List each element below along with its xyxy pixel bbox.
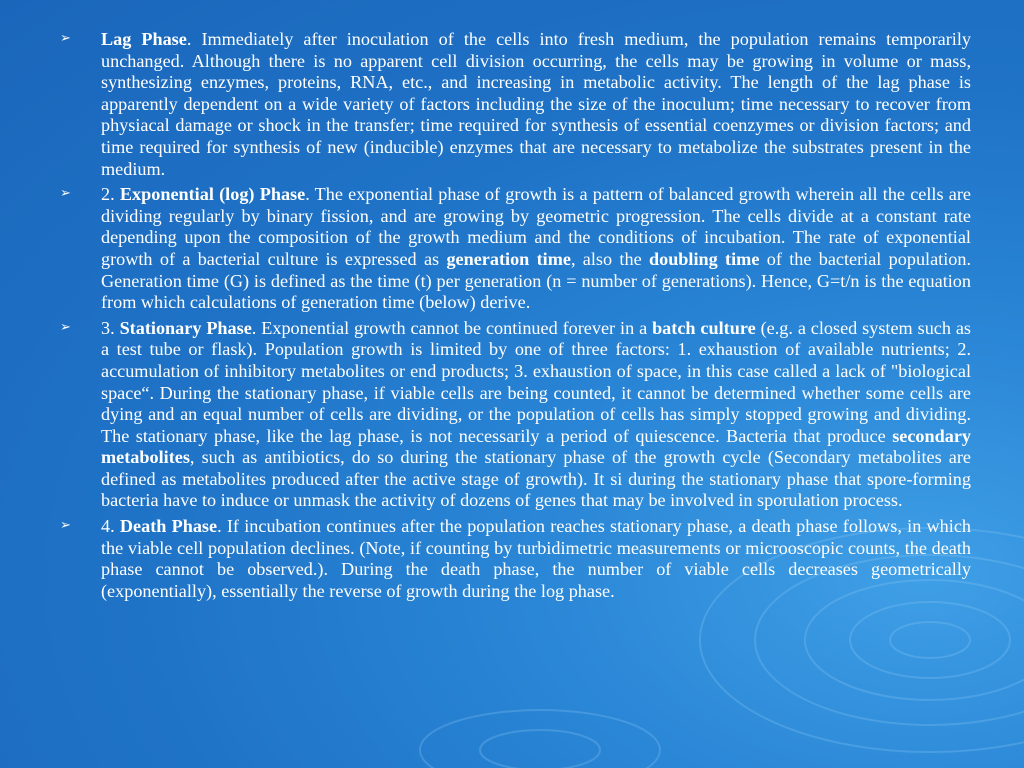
term-doubling-time: doubling time xyxy=(648,248,760,269)
paragraph-death-phase: 4. Death Phase. If incubation continues after the population reaches stationary phase, a death phase follows, in which the viable cell population declines. (Note, if counting by turbidimetric measurements or microoscopic counts, the death phase cannot be observed.). During the death phase, the number of viable cells decreases geometrically (exponentially), essentially the reverse of growth during the log phase. xyxy=(101,516,971,601)
list-item xyxy=(60,29,971,180)
list-item xyxy=(60,516,971,602)
heading-death-phase: Death Phase xyxy=(119,516,218,537)
term-generation-time: generation time xyxy=(446,248,571,269)
list-item xyxy=(60,184,972,314)
heading-stationary-phase: Stationary Phase xyxy=(119,317,252,338)
arrow-bullet-icon: ➢ xyxy=(60,186,71,202)
paragraph-exponential-phase: 2. Exponential (log) Phase. The exponential phase of growth is a pattern of balanced growth wherein all the cells are dividing regularly by binary fission, and are growing by geometric progression. The cells divide at a constant rate depending upon the composition of the growth medium and the conditions of incubation. The rate of exponential growth of a bacterial culture is expressed as generation time, also the doubling time of the bacterial population. Generation time (G) is defined as the time (t) per generation (n = number of generations). Hence, G=t/n is the equation from which calculations of generation time (below) derive. xyxy=(101,184,972,313)
term-secondary-metabolites: secondary metabolites xyxy=(101,425,971,468)
slide-body xyxy=(60,29,972,606)
heading-exponential-phase: Exponential (log) Phase xyxy=(119,184,306,205)
list-item xyxy=(60,317,972,512)
arrow-bullet-icon: ➢ xyxy=(60,319,71,335)
arrow-bullet-icon: ➢ xyxy=(60,518,71,534)
paragraph-stationary-phase: 3. Stationary Phase. Exponential growth cannot be continued forever in a batch culture (e.g. a closed system such as a test tube or flask). Population growth is limited by one of three factors: 1. exhaustion of available nutrients; 2. accumulation of inhibitory metabolites or end products; 3. exhaustion of space, in this case called a lack of "biological space“. During the stationary phase, if viable cells are being counted, it cannot be determined whether some cells are dying and an equal number of cells are dividing, or the population of cells has simply stopped growing and dividing. The stationary phase, like the lag phase, is not necessarily a period of quiescence. Bacteria that produce secondary metabolites, such as antibiotics, do so during the stationary phase of the growth cycle (Secondary metabolites are defined as metabolites produced after the active stage of growth). It si during the stationary phase that spore-forming bacteria have to induce or unmask the activity of dozens of genes that may be involved in sporulation process. xyxy=(101,317,972,511)
paragraph-lag-phase: Lag Phase. Immediately after inoculation of the cells into fresh medium, the population remains temporarily unchanged. Although there is no apparent cell division occurring, the cells may be growing in volume or mass, synthesizing enzymes, proteins, RNA, etc., and increasing in metabolic activity. The length of the lag phase is apparently dependent on a wide variety of factors including the size of the inoculum; time necessary to recover from physiacal damage or shock in the transfer; time required for synthesis of essential coenzymes or division factors; and time required for synthesis of new (inducible) enzymes that are necessary to metabolize the substrates present in the medium. xyxy=(101,29,971,179)
heading-lag-phase: Lag Phase xyxy=(101,29,187,49)
arrow-bullet-icon: ➢ xyxy=(60,31,71,46)
term-batch-culture: batch culture xyxy=(652,317,756,338)
